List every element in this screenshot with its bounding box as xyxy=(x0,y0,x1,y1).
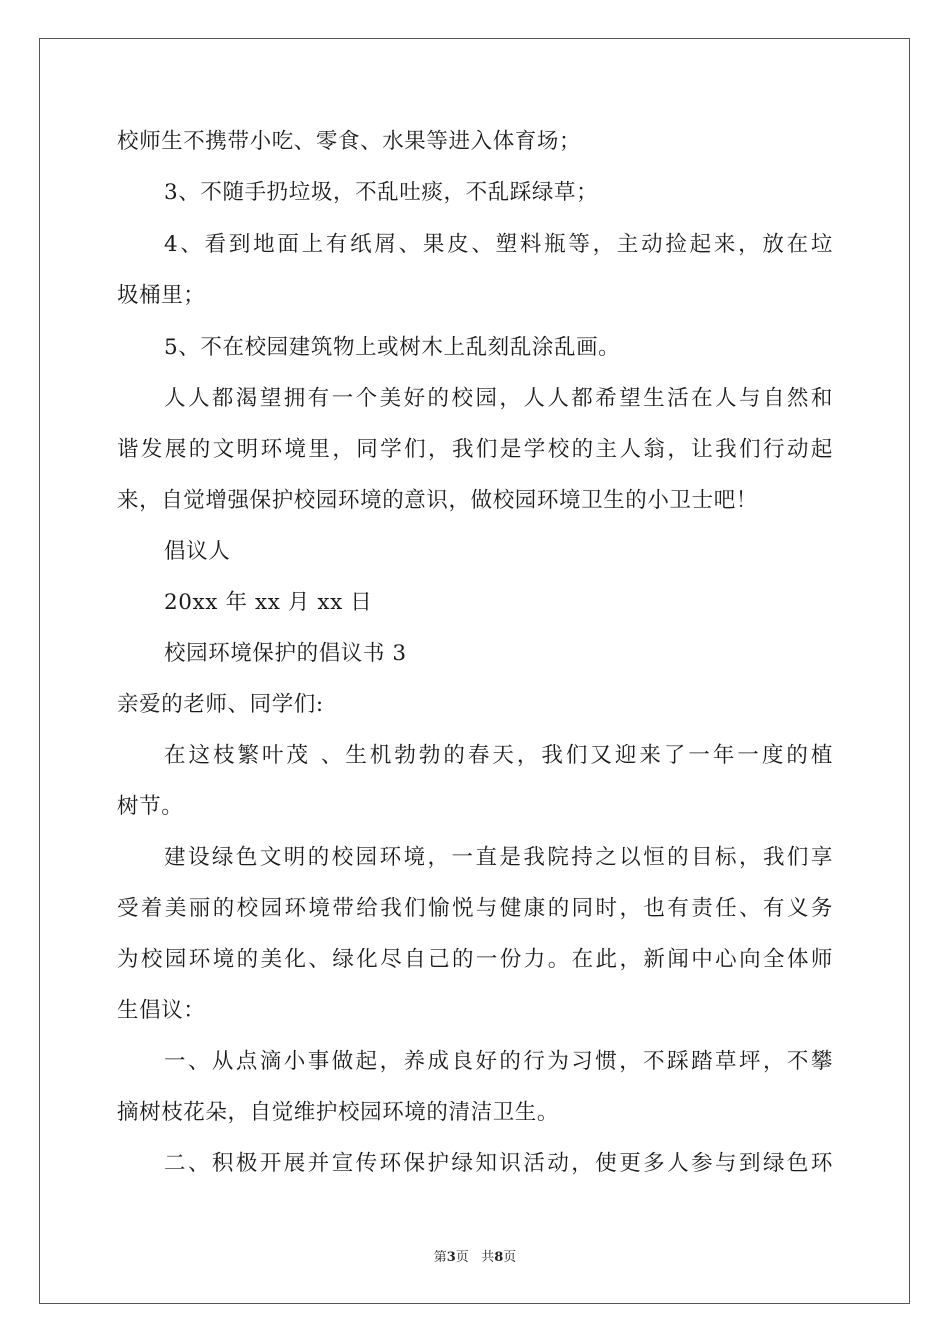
text-line: 5、不在校园建筑物上或树木上乱刻乱涂乱画。 xyxy=(164,335,621,360)
page-footer xyxy=(0,1246,950,1265)
text-line: 来，自觉增强保护校园环境的意识，做校园环境卫生的小卫士吧！ xyxy=(117,488,758,513)
text-line: 谐发展的文明环境里，同学们，我们是学校的主人翁，让我们行动起 xyxy=(117,437,833,462)
text-line: 一、从点滴小事做起，养成良好的行为习惯，不踩踏草坪，不攀 xyxy=(164,1049,833,1074)
current-page-number: 3 xyxy=(446,1250,456,1265)
text-line: 圾桶里； xyxy=(117,283,206,308)
date-line: 20xx 年 xx 月 xx 日 xyxy=(164,590,373,615)
text-line: 摘树枝花朵，自觉维护校园环境的清洁卫生。 xyxy=(117,1100,560,1125)
footer-middle: 页 共 xyxy=(455,1250,495,1265)
total-page-number: 8 xyxy=(494,1250,504,1265)
text-line: 受着美丽的校园环境带给我们愉悦与健康的同时，也有责任、有义务 xyxy=(117,896,833,921)
text-line: 3、不随手扔垃圾，不乱吐痰，不乱踩绿草； xyxy=(164,180,599,205)
text-line: 在这枝繁叶茂 、生机勃勃的春天，我们又迎来了一年一度的植 xyxy=(164,743,833,768)
text-line: 校师生不携带小吃、零食、水果等进入体育场； xyxy=(117,129,582,154)
text-line: 生倡议： xyxy=(117,998,206,1023)
text-line: 二、积极开展并宣传环保护绿知识活动，使更多人参与到绿色环 xyxy=(164,1151,833,1176)
salutation: 亲爱的老师、同学们: xyxy=(117,692,324,717)
text-line: 为校园环境的美化、绿化尽自己的一份力。在此，新闻中心向全体师 xyxy=(117,947,833,972)
text-line: 4、看到地面上有纸屑、果皮、塑料瓶等，主动捡起来，放在垃 xyxy=(164,232,833,257)
signature-label: 倡议人 xyxy=(164,539,231,564)
section-title: 校园环境保护的倡议书 3 xyxy=(164,641,407,666)
text-line: 树节。 xyxy=(117,794,184,819)
footer-prefix: 第 xyxy=(433,1250,447,1265)
footer-suffix: 页 xyxy=(503,1250,517,1265)
text-line: 人人都渴望拥有一个美好的校园，人人都希望生活在人与自然和 xyxy=(164,386,833,411)
text-line: 建设绿色文明的校园环境，一直是我院持之以恒的目标，我们享 xyxy=(164,845,833,870)
